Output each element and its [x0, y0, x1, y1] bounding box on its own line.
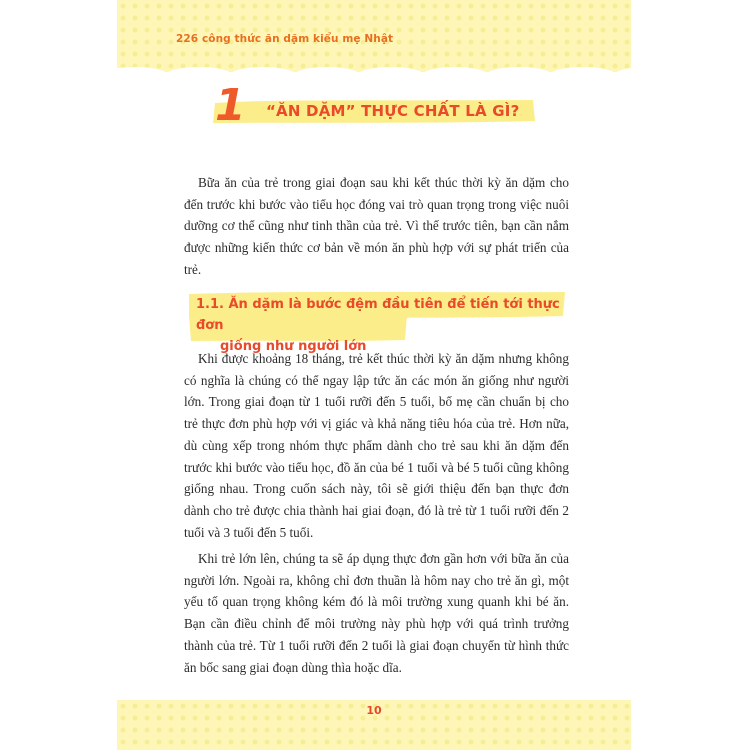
intro-paragraph: Bữa ăn của trẻ trong giai đoạn sau khi kết thúc thời kỳ ăn dặm cho đến trước khi bước vào tiểu học đóng vai trò quan trọng trong việc nuôi dưỡng cơ thể cũng như tinh thần của trẻ. Vì thế trước tiên, bạn cần nắm được những kiến thức cơ bản về món ăn phù hợp với sự phát triển của trẻ. — [184, 175, 569, 277]
section-number: 1.1. — [196, 297, 224, 312]
page-number: 10 — [366, 704, 382, 717]
section-title-line2: giống như người lớn — [220, 339, 367, 354]
book-title: 226 công thức ăn dặm kiểu mẹ Nhật — [176, 33, 394, 45]
section-title-line1: Ăn dặm là bước đệm đầu tiên để tiến tới thực đơn — [196, 297, 560, 333]
book-page — [117, 0, 631, 750]
chapter-number: 1 — [215, 80, 246, 131]
body-paragraph: Khi được khoảng 18 tháng, trẻ kết thúc thời kỳ ăn dặm nhưng không có nghĩa là chúng có thể ngay lập tức ăn các món ăn giống như người lớn. Trong giai đoạn từ 1 tuổi rưỡi đến 5 tuổi, bố mẹ cần chuẩn bị cho trẻ thực đơn phù hợp với vị giác và khả năng tiêu hóa của trẻ. Hơn nữa, dù cùng xếp trong nhóm thực phẩm dành cho trẻ sau khi ăn dặm đến trước khi bước vào tiểu học, đồ ăn của bé 1 tuổi và bé 5 tuổi cũng không giống nhau. Trong cuốn sách này, tôi sẽ giới thiệu đến bạn thực đơn dành cho trẻ được chia thành hai giai đoạn, đó là trẻ từ 1 tuổi rưỡi đến 2 tuổi và 3 tuổi đến 5 tuổi. — [184, 351, 569, 540]
header-scallop-edge — [117, 50, 631, 80]
chapter-title: “ĂN DẶM” THỰC CHẤT LÀ GÌ? — [266, 102, 520, 120]
body-paragraph: Khi trẻ lớn lên, chúng ta sẽ áp dụng thực đơn gần hơn với bữa ăn của người lớn. Ngoài ra, không chỉ đơn thuần là hôm nay cho trẻ ăn gì, một yếu tố quan trọng không kém đó là môi trường xung quanh khi bé ăn. Bạn cần điều chỉnh để môi trường này phù hợp với quá trình trưởng thành của trẻ. Từ 1 tuổi rưỡi đến 2 tuổi là giai đoạn chuyển từ hình thức ăn bốc sang giai đoạn dùng thìa hoặc dĩa. — [184, 551, 569, 675]
